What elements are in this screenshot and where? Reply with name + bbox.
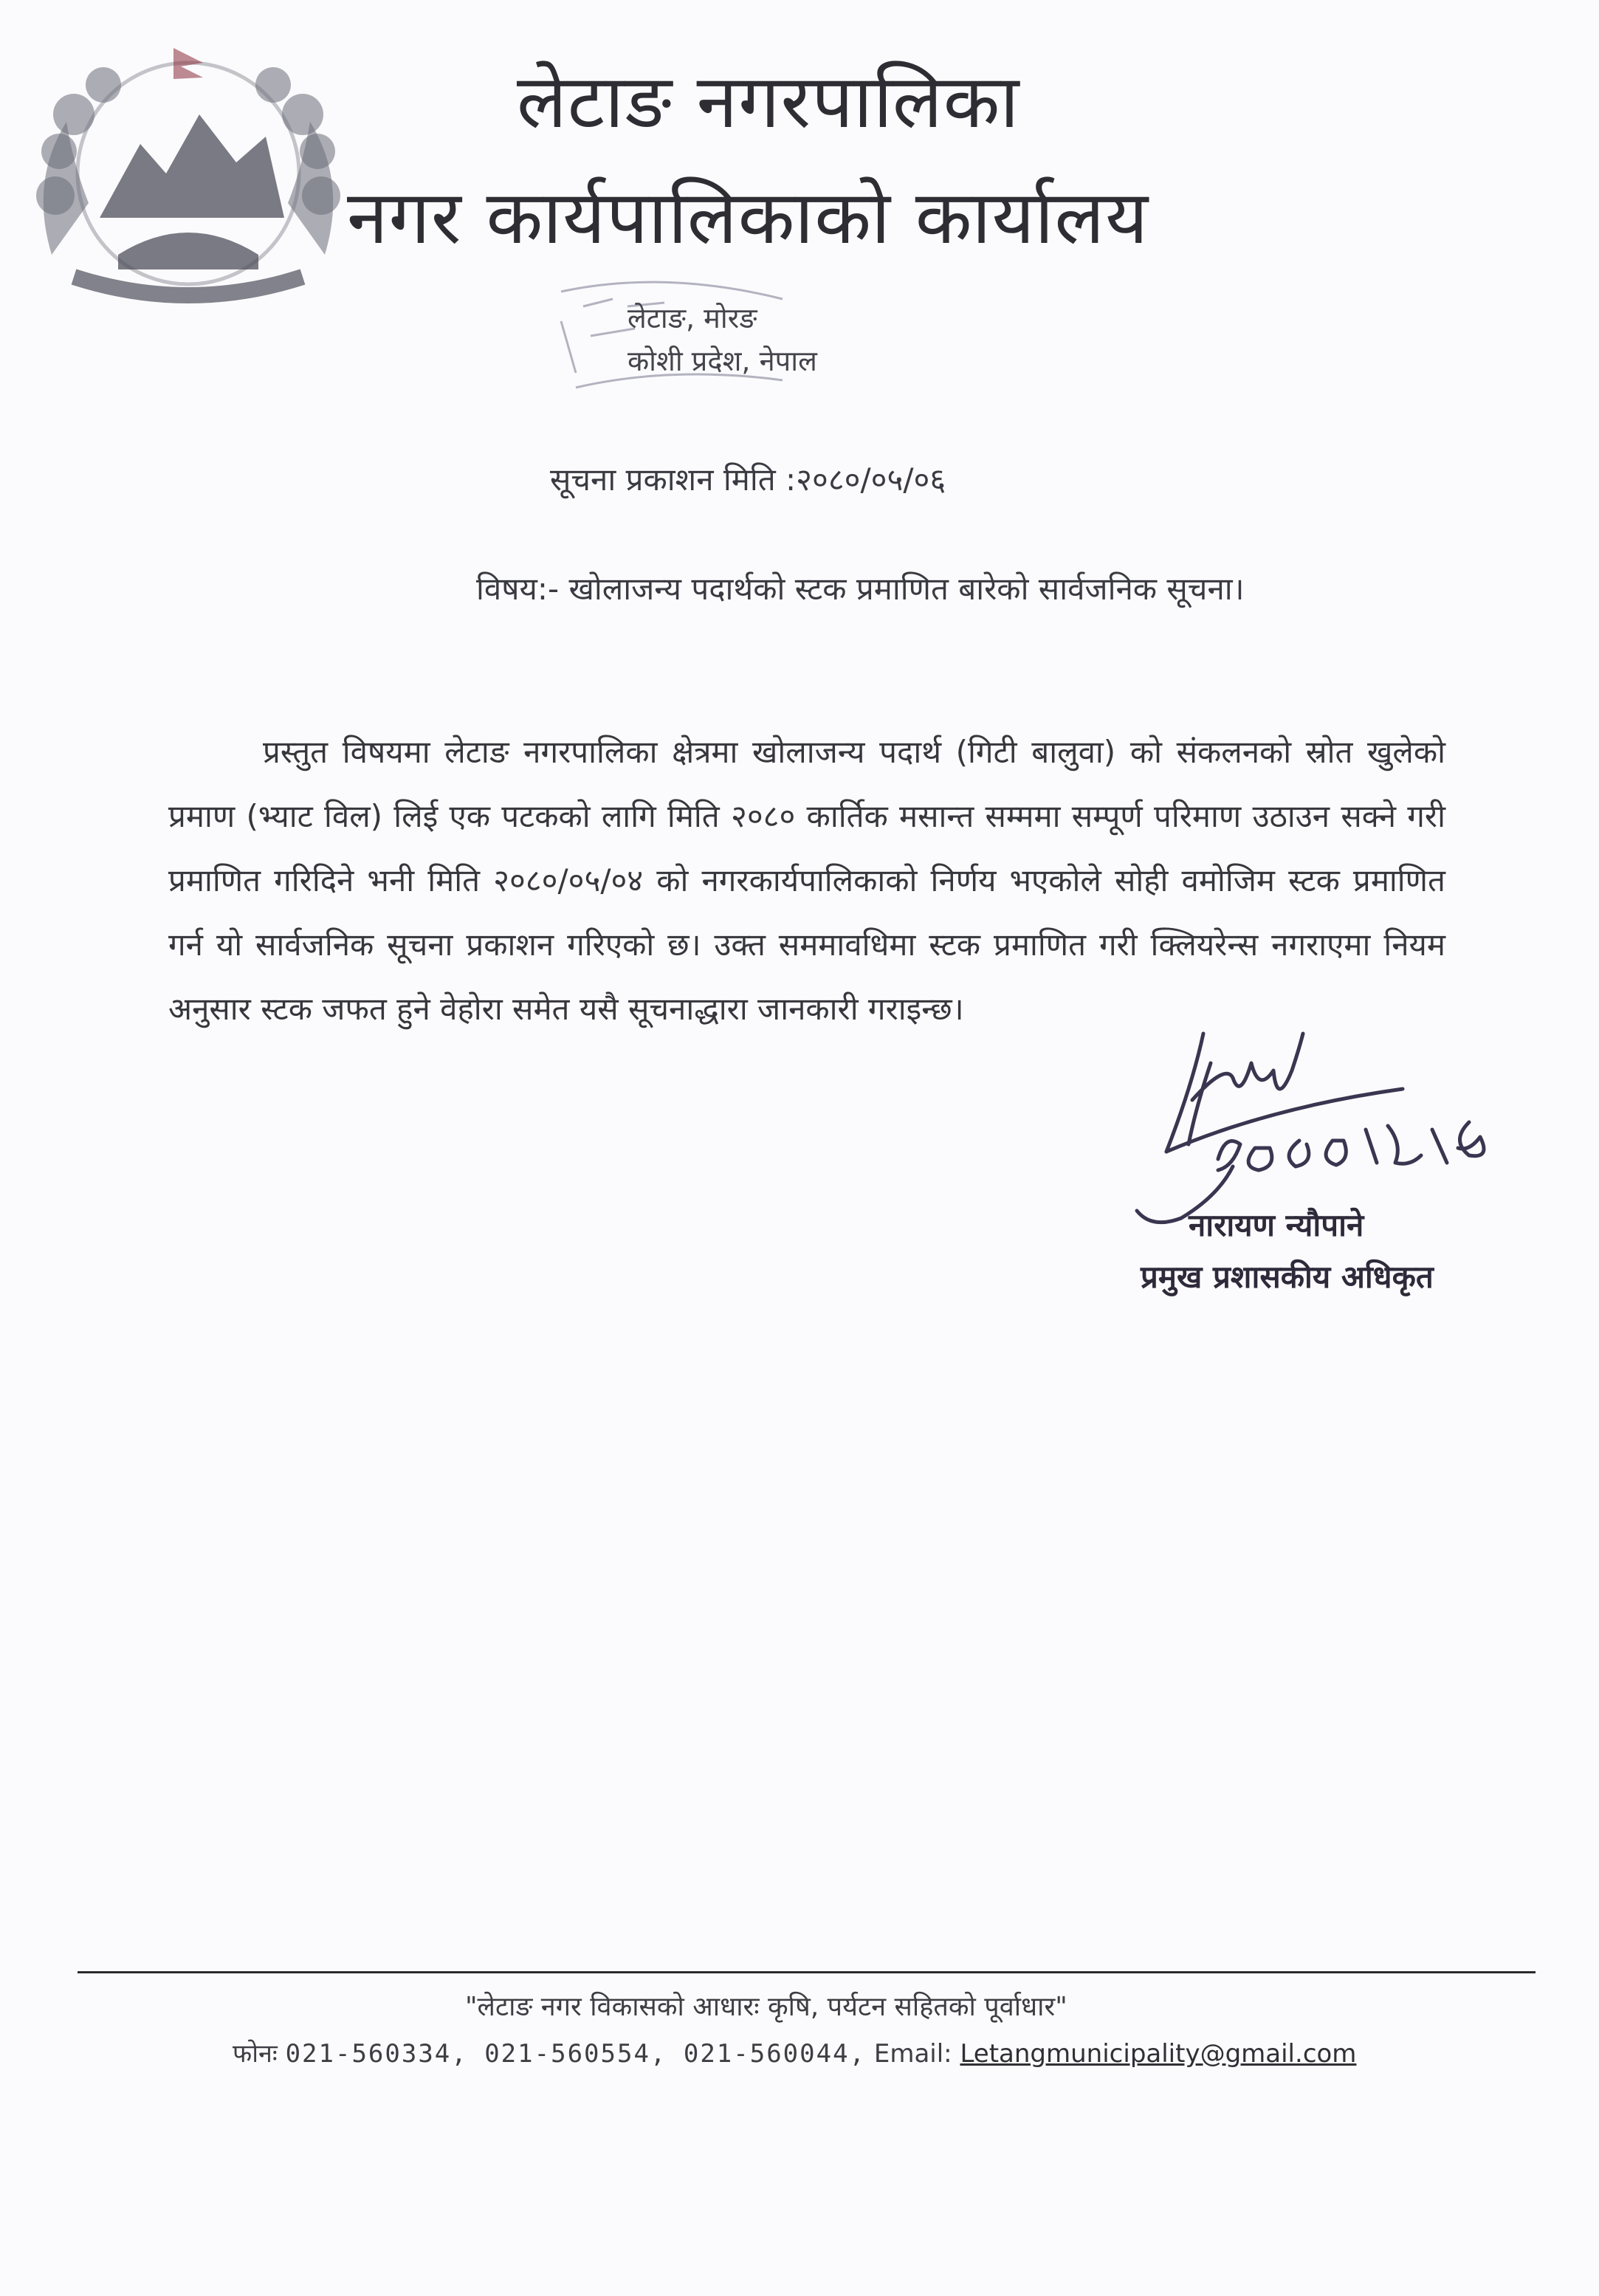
notice-subject: विषय:- खोलाजन्य पदार्थको स्टक प्रमाणित बारेको सार्वजनिक सूचना। bbox=[476, 571, 1245, 607]
office-name: नगर कार्यपालिकाको कार्यालय bbox=[347, 174, 1149, 261]
signatory-title: प्रमुख प्रशासकीय अधिकृत bbox=[1141, 1259, 1434, 1295]
nepal-emblem-icon bbox=[22, 33, 354, 314]
notice-body: प्रस्तुत विषयमा लेटाङ नगरपालिका क्षेत्रमा खोलाजन्य पदार्थ (गिटी बालुवा) को संकलनको स्रोत खुलेको प्रमाण (भ्याट विल) लिई एक पटकको लागि मिति २०८० कार्तिक मसान्त सम्ममा सम्पूर्ण परिमाण उठाउन सक्ने गरी प्रमाणित गरिदिने भनी मिति २०८०/०५/०४ को नगरकार्यपालिकाको निर्णय भएकोले सोही वमोजिम स्टक प्रमाणित गर्न यो सार्वजनिक सूचना प्रकाशन गरिएको छ। उक्त सममावधिमा स्टक प्रमाणित गरी क्लियरेन्स नगराएमा नियम अनुसार स्टक जफत हुने वेहोरा समेत यसै सूचनाद्धारा जानकारी गराइन्छ। bbox=[168, 734, 1445, 1027]
footer-contact bbox=[233, 2035, 1356, 2069]
email-link[interactable]: Letangmunicipality@gmail.com bbox=[960, 2039, 1357, 2069]
address-line-2: कोशी प्रदेश, नेपाल bbox=[627, 345, 817, 377]
phone-label: फोनः bbox=[233, 2039, 278, 2069]
publish-date: सूचना प्रकाशन मिति :२०८०/०५/०६ bbox=[550, 461, 946, 498]
email-label: Email: bbox=[873, 2039, 952, 2069]
phone-numbers: 021-560334, 021-560554, 021-560044, bbox=[285, 2039, 867, 2069]
org-name: लेटाङ नगरपालिका bbox=[517, 58, 1020, 145]
signatory-name: नारायण न्यौपाने bbox=[1189, 1207, 1364, 1243]
address-line-1: लेटाङ, मोरङ bbox=[627, 302, 757, 334]
footer-slogan: "लेटाङ नगर विकासको आधारः कृषि, पर्यटन सहितको पूर्वाधार" bbox=[465, 1992, 1067, 2022]
office-address bbox=[627, 297, 817, 382]
footer-divider bbox=[78, 1971, 1536, 1973]
